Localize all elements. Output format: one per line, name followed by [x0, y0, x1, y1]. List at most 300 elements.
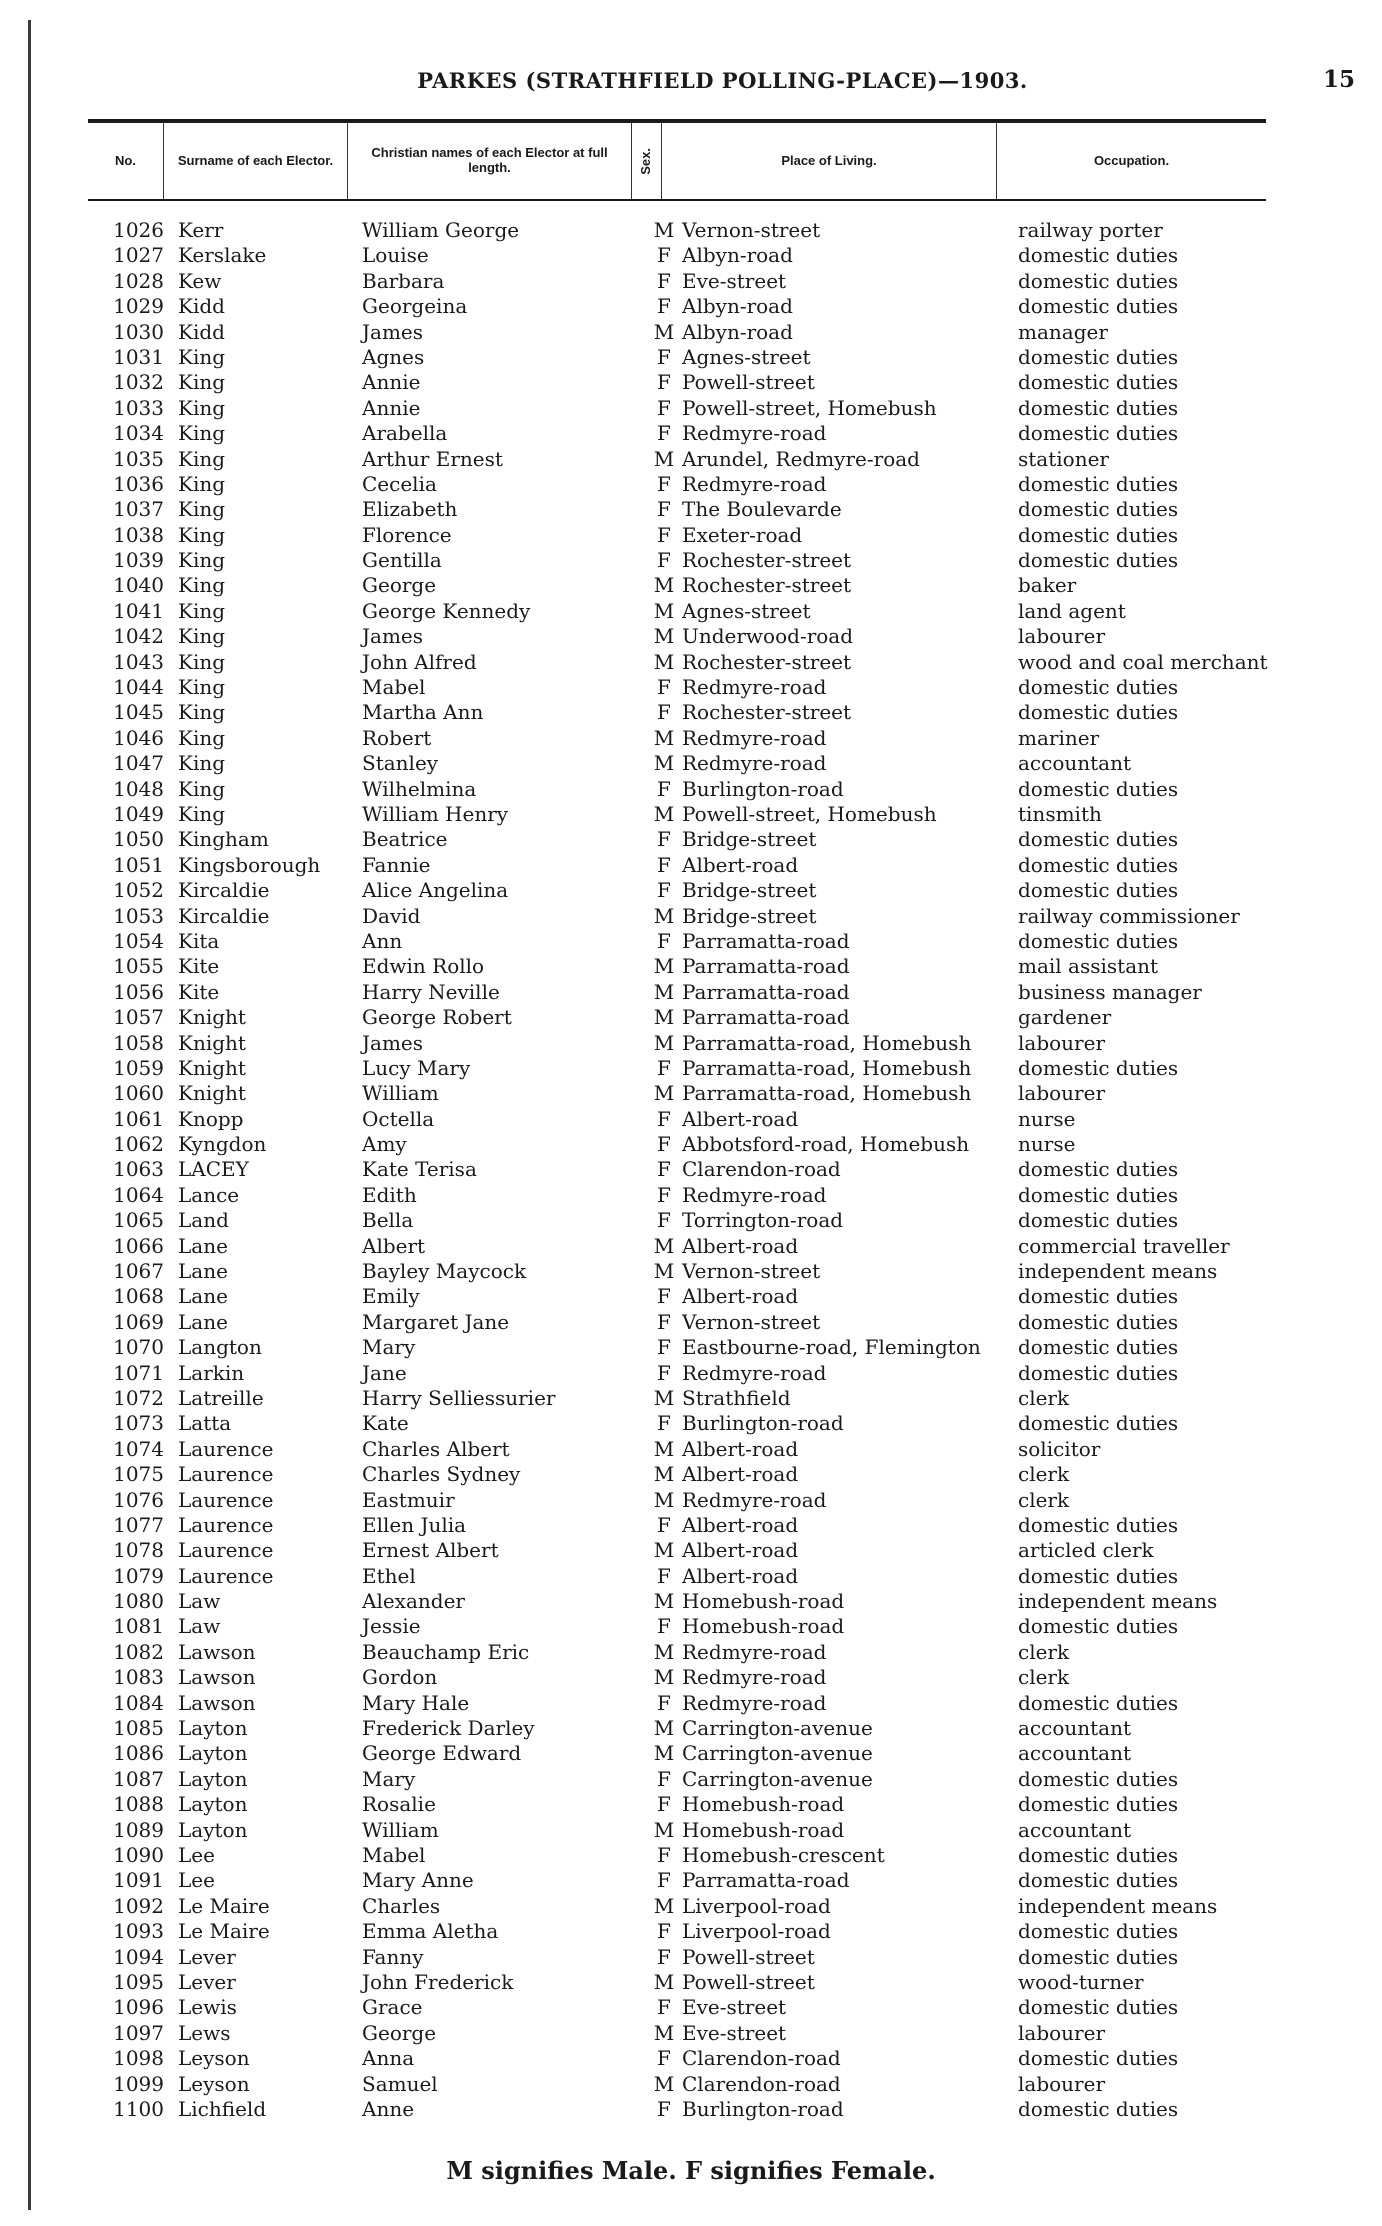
elector-place: Carrington-avenue	[682, 1716, 873, 1741]
elector-christian-names: James	[362, 1030, 424, 1055]
elector-occupation: mail assistant	[1018, 954, 1159, 979]
elector-occupation: domestic duties	[1018, 421, 1179, 446]
elector-sex: M	[653, 903, 675, 928]
elector-place: Powell-street, Homebush	[682, 395, 937, 420]
elector-occupation: baker	[1018, 573, 1077, 598]
elector-sex: F	[657, 2096, 671, 2121]
elector-place: Clarendon-road	[682, 1157, 841, 1182]
elector-sex: F	[657, 928, 671, 953]
table-row	[88, 2046, 1288, 2071]
elector-number: 1088	[113, 1792, 164, 1817]
elector-list	[88, 218, 1288, 2122]
elector-place: Underwood-road	[682, 624, 854, 649]
elector-sex: F	[657, 1309, 671, 1334]
footer-legend: M signifies Male. F signifies Female.	[446, 2156, 936, 2185]
table-row	[88, 1031, 1288, 1056]
elector-sex: M	[653, 801, 675, 826]
elector-christian-names: Cecelia	[362, 471, 437, 496]
elector-surname: King	[178, 446, 226, 471]
table-row	[88, 1183, 1288, 1208]
elector-surname: Kingham	[178, 827, 269, 852]
elector-occupation: commercial traveller	[1018, 1233, 1230, 1258]
elector-surname: Leyson	[178, 2071, 250, 2096]
elector-occupation: nurse	[1018, 1132, 1076, 1157]
table-row	[88, 447, 1288, 472]
elector-surname: Layton	[178, 1716, 248, 1741]
elector-surname: King	[178, 573, 226, 598]
elector-surname: King	[178, 649, 226, 674]
elector-christian-names: William	[362, 1817, 439, 1842]
table-row	[88, 396, 1288, 421]
elector-occupation: domestic duties	[1018, 548, 1179, 573]
table-row	[88, 904, 1288, 929]
page-title: PARKES (STRATHFIELD POLLING-PLACE)—1903.	[417, 68, 1028, 93]
elector-christian-names: Bella	[362, 1208, 414, 1233]
elector-place: Albert-road	[682, 1512, 799, 1537]
table-row	[88, 1411, 1288, 1436]
elector-number: 1091	[113, 1868, 164, 1893]
elector-occupation: independent means	[1018, 1893, 1218, 1918]
elector-christian-names: George Kennedy	[362, 598, 531, 623]
elector-christian-names: Lucy Mary	[362, 1055, 471, 1080]
elector-place: Vernon-street	[682, 1259, 821, 1284]
elector-sex: F	[657, 1284, 671, 1309]
elector-surname: Kyngdon	[178, 1132, 267, 1157]
table-row	[88, 370, 1288, 395]
elector-sex: M	[653, 598, 675, 623]
elector-surname: King	[178, 522, 226, 547]
table-row	[88, 1462, 1288, 1487]
elector-number: 1082	[113, 1639, 164, 1664]
elector-place: Vernon-street	[682, 218, 821, 242]
elector-christian-names: Albert	[362, 1233, 426, 1258]
elector-sex: M	[653, 1259, 675, 1284]
elector-surname: King	[178, 751, 226, 776]
elector-surname: Le Maire	[178, 1919, 270, 1944]
elector-christian-names: Beatrice	[362, 827, 448, 852]
elector-number: 1071	[113, 1360, 164, 1385]
elector-occupation: domestic duties	[1018, 1055, 1179, 1080]
elector-christian-names: Annie	[362, 395, 421, 420]
elector-occupation: domestic duties	[1018, 1766, 1179, 1791]
elector-number: 1056	[113, 979, 164, 1004]
elector-sex: F	[657, 421, 671, 446]
elector-occupation: domestic duties	[1018, 395, 1179, 420]
table-row	[88, 1386, 1288, 1411]
elector-sex: F	[657, 548, 671, 573]
elector-occupation: domestic duties	[1018, 344, 1179, 369]
elector-number: 1079	[113, 1563, 164, 1588]
elector-occupation: domestic duties	[1018, 878, 1179, 903]
elector-place: Albyn-road	[682, 294, 793, 319]
elector-sex: M	[653, 725, 675, 750]
elector-occupation: domestic duties	[1018, 268, 1179, 293]
elector-surname: Lane	[178, 1259, 228, 1284]
table-row	[88, 523, 1288, 548]
elector-number: 1036	[113, 471, 164, 496]
elector-number: 1073	[113, 1411, 164, 1436]
elector-place: Clarendon-road	[682, 2046, 841, 2071]
elector-surname: Layton	[178, 1741, 248, 1766]
elector-sex: F	[657, 1868, 671, 1893]
elector-sex: F	[657, 2046, 671, 2071]
column-header-surname: Surname of each Elector.	[164, 123, 348, 199]
elector-surname: King	[178, 700, 226, 725]
elector-surname: Kite	[178, 979, 220, 1004]
elector-sex: M	[653, 1716, 675, 1741]
elector-occupation: domestic duties	[1018, 1335, 1179, 1360]
elector-place: Parramatta-road	[682, 1868, 850, 1893]
elector-occupation: domestic duties	[1018, 675, 1179, 700]
elector-number: 1065	[113, 1208, 164, 1233]
elector-place: Albert-road	[682, 1563, 799, 1588]
elector-christian-names: Wilhelmina	[362, 776, 477, 801]
elector-surname: Knopp	[178, 1106, 244, 1131]
elector-place: Parramatta-road, Homebush	[682, 1055, 972, 1080]
table-row	[88, 802, 1288, 827]
elector-christian-names: Arthur Ernest	[362, 446, 503, 471]
elector-occupation: domestic duties	[1018, 497, 1179, 522]
elector-number: 1074	[113, 1436, 164, 1461]
elector-christian-names: Mary Hale	[362, 1690, 470, 1715]
elector-place: Albyn-road	[682, 243, 793, 268]
elector-surname: Lichfield	[178, 2096, 267, 2121]
elector-place: Parramatta-road	[682, 1005, 850, 1030]
elector-surname: Knight	[178, 1081, 246, 1106]
elector-place: Carrington-avenue	[682, 1741, 873, 1766]
elector-surname: Laurence	[178, 1462, 274, 1487]
elector-surname: Land	[178, 1208, 229, 1233]
elector-sex: F	[657, 1944, 671, 1969]
elector-sex: F	[657, 268, 671, 293]
elector-surname: Latreille	[178, 1385, 264, 1410]
elector-christian-names: Harry Selliessurier	[362, 1385, 556, 1410]
elector-occupation: domestic duties	[1018, 1843, 1179, 1867]
elector-sex: F	[657, 1766, 671, 1791]
elector-occupation: accountant	[1018, 751, 1132, 776]
elector-christian-names: Margaret Jane	[362, 1309, 510, 1334]
elector-sex: F	[657, 471, 671, 496]
page-header	[90, 62, 1355, 102]
elector-surname: Kerr	[178, 218, 224, 242]
elector-number: 1094	[113, 1944, 164, 1969]
elector-number: 1100	[113, 2096, 164, 2121]
elector-christian-names: Rosalie	[362, 1792, 436, 1817]
elector-place: Albert-road	[682, 1233, 799, 1258]
table-row	[88, 650, 1288, 675]
elector-occupation: domestic duties	[1018, 294, 1179, 319]
elector-surname: King	[178, 497, 226, 522]
elector-sex: F	[657, 1563, 671, 1588]
elector-occupation: independent means	[1018, 1259, 1218, 1284]
elector-surname: Leyson	[178, 2046, 250, 2071]
elector-surname: Knight	[178, 1005, 246, 1030]
elector-surname: Kircaldie	[178, 903, 270, 928]
elector-sex: F	[657, 852, 671, 877]
elector-place: Parramatta-road	[682, 954, 850, 979]
table-row	[88, 726, 1288, 751]
elector-christian-names: Florence	[362, 522, 452, 547]
elector-place: Liverpool-road	[682, 1919, 831, 1944]
elector-sex: F	[657, 776, 671, 801]
table-row	[88, 827, 1288, 852]
elector-place: Powell-street	[682, 1944, 815, 1969]
table-row	[88, 269, 1288, 294]
elector-number: 1047	[113, 751, 164, 776]
elector-sex: M	[653, 1436, 675, 1461]
table-row	[88, 1310, 1288, 1335]
elector-surname: Laurence	[178, 1487, 274, 1512]
elector-christian-names: Elizabeth	[362, 497, 458, 522]
elector-place: Parramatta-road	[682, 928, 850, 953]
elector-place: Albert-road	[682, 852, 799, 877]
elector-occupation: labourer	[1018, 1081, 1106, 1106]
elector-place: Liverpool-road	[682, 1893, 831, 1918]
elector-number: 1059	[113, 1055, 164, 1080]
elector-place: Agnes-street	[682, 344, 811, 369]
elector-surname: King	[178, 801, 226, 826]
elector-occupation: stationer	[1018, 446, 1109, 471]
elector-christian-names: Mabel	[362, 1843, 426, 1867]
elector-sex: F	[657, 1157, 671, 1182]
elector-number: 1032	[113, 370, 164, 395]
elector-place: Rochester-street	[682, 700, 852, 725]
elector-christian-names: William	[362, 1081, 439, 1106]
elector-number: 1040	[113, 573, 164, 598]
elector-christian-names: John Frederick	[362, 1969, 514, 1994]
elector-place: Homebush-crescent	[682, 1843, 885, 1867]
elector-number: 1087	[113, 1766, 164, 1791]
elector-number: 1081	[113, 1614, 164, 1639]
elector-sex: F	[657, 344, 671, 369]
elector-surname: Lane	[178, 1309, 228, 1334]
elector-surname: Lewis	[178, 1995, 237, 2020]
elector-christian-names: Edwin Rollo	[362, 954, 485, 979]
elector-number: 1053	[113, 903, 164, 928]
elector-place: Arundel, Redmyre-road	[682, 446, 920, 471]
elector-place: Redmyre-road	[682, 421, 827, 446]
elector-sex: M	[653, 1969, 675, 1994]
elector-sex: M	[653, 2020, 675, 2045]
table-row	[88, 1056, 1288, 1081]
elector-christian-names: Frederick Darley	[362, 1716, 535, 1741]
elector-surname: Law	[178, 1614, 221, 1639]
elector-christian-names: William Henry	[362, 801, 509, 826]
table-row	[88, 2021, 1288, 2046]
elector-christian-names: Ernest Albert	[362, 1538, 499, 1563]
elector-occupation: domestic duties	[1018, 522, 1179, 547]
table-row	[88, 243, 1288, 268]
elector-place: Burlington-road	[682, 1411, 844, 1436]
elector-occupation: domestic duties	[1018, 1411, 1179, 1436]
elector-number: 1055	[113, 954, 164, 979]
elector-surname: King	[178, 675, 226, 700]
elector-christian-names: George	[362, 573, 437, 598]
elector-place: Albert-road	[682, 1462, 799, 1487]
elector-sex: M	[653, 954, 675, 979]
elector-surname: King	[178, 776, 226, 801]
elector-surname: King	[178, 548, 226, 573]
elector-number: 1097	[113, 2020, 164, 2045]
table-row	[88, 1234, 1288, 1259]
elector-christian-names: Ellen Julia	[362, 1512, 467, 1537]
elector-sex: M	[653, 573, 675, 598]
table-row	[88, 1513, 1288, 1538]
elector-occupation: labourer	[1018, 624, 1106, 649]
elector-place: Vernon-street	[682, 1309, 821, 1334]
elector-christian-names: Fanny	[362, 1944, 424, 1969]
table-row	[88, 472, 1288, 497]
elector-number: 1049	[113, 801, 164, 826]
elector-number: 1085	[113, 1716, 164, 1741]
elector-place: Albert-road	[682, 1436, 799, 1461]
elector-sex: F	[657, 1411, 671, 1436]
elector-surname: Kidd	[178, 319, 225, 344]
elector-number: 1090	[113, 1843, 164, 1867]
elector-christian-names: Bayley Maycock	[362, 1259, 527, 1284]
table-row	[88, 777, 1288, 802]
elector-place: Redmyre-road	[682, 1690, 827, 1715]
elector-surname: Layton	[178, 1766, 248, 1791]
elector-christian-names: Amy	[362, 1132, 407, 1157]
elector-occupation: land agent	[1018, 598, 1126, 623]
table-row	[88, 929, 1288, 954]
elector-occupation: domestic duties	[1018, 1919, 1179, 1944]
elector-number: 1057	[113, 1005, 164, 1030]
elector-occupation: clerk	[1018, 1385, 1070, 1410]
elector-place: Carrington-avenue	[682, 1766, 873, 1791]
elector-place: Eve-street	[682, 1995, 787, 2020]
elector-number: 1075	[113, 1462, 164, 1487]
elector-christian-names: Arabella	[362, 421, 448, 446]
elector-occupation: domestic duties	[1018, 1512, 1179, 1537]
page-edge-rule	[28, 20, 31, 2210]
elector-place: Rochester-street	[682, 573, 852, 598]
elector-number: 1039	[113, 548, 164, 573]
elector-place: Eve-street	[682, 268, 787, 293]
elector-occupation: domestic duties	[1018, 1360, 1179, 1385]
elector-sex: M	[653, 649, 675, 674]
elector-sex: F	[657, 1182, 671, 1207]
elector-occupation: wood-turner	[1018, 1969, 1144, 1994]
elector-surname: Lever	[178, 1969, 236, 1994]
table-row	[88, 1132, 1288, 1157]
table-row	[88, 1107, 1288, 1132]
elector-christian-names: James	[362, 319, 424, 344]
elector-occupation: clerk	[1018, 1639, 1070, 1664]
elector-number: 1041	[113, 598, 164, 623]
table-row	[88, 1843, 1288, 1868]
elector-christian-names: Eastmuir	[362, 1487, 455, 1512]
elector-sex: F	[657, 1360, 671, 1385]
elector-sex: F	[657, 1919, 671, 1944]
elector-place: Eastbourne-road, Flemington	[682, 1335, 981, 1360]
elector-surname: Laurence	[178, 1512, 274, 1537]
elector-christian-names: George	[362, 2020, 437, 2045]
elector-sex: F	[657, 1335, 671, 1360]
elector-surname: King	[178, 344, 226, 369]
elector-christian-names: Jane	[362, 1360, 407, 1385]
elector-christian-names: Samuel	[362, 2071, 438, 2096]
elector-surname: Langton	[178, 1335, 262, 1360]
elector-occupation: nurse	[1018, 1106, 1076, 1131]
elector-christian-names: Fannie	[362, 852, 431, 877]
elector-christian-names: Kate Terisa	[362, 1157, 477, 1182]
elector-occupation: domestic duties	[1018, 1563, 1179, 1588]
elector-christian-names: Robert	[362, 725, 432, 750]
elector-place: Bridge-street	[682, 903, 817, 928]
elector-number: 1084	[113, 1690, 164, 1715]
elector-christian-names: Stanley	[362, 751, 439, 776]
table-row	[88, 1716, 1288, 1741]
elector-number: 1067	[113, 1259, 164, 1284]
elector-surname: Lane	[178, 1284, 228, 1309]
elector-sex: M	[653, 1665, 675, 1690]
elector-christian-names: Ann	[362, 928, 403, 953]
elector-sex: M	[653, 1893, 675, 1918]
table-row	[88, 294, 1288, 319]
elector-christian-names: Mary	[362, 1335, 416, 1360]
table-row	[88, 1919, 1288, 1944]
elector-place: Rochester-street	[682, 548, 852, 573]
elector-christian-names: Gordon	[362, 1665, 438, 1690]
elector-christian-names: Agnes	[362, 344, 425, 369]
elector-sex: M	[653, 1030, 675, 1055]
table-row	[88, 1691, 1288, 1716]
elector-place: Bridge-street	[682, 827, 817, 852]
table-row	[88, 700, 1288, 725]
elector-place: Exeter-road	[682, 522, 803, 547]
elector-occupation: business manager	[1018, 979, 1202, 1004]
elector-sex: M	[653, 1741, 675, 1766]
table-row	[88, 1767, 1288, 1792]
elector-number: 1076	[113, 1487, 164, 1512]
elector-place: Homebush-road	[682, 1792, 845, 1817]
elector-number: 1069	[113, 1309, 164, 1334]
elector-surname: Kerslake	[178, 243, 267, 268]
elector-place: Torrington-road	[682, 1208, 844, 1233]
elector-surname: Lane	[178, 1233, 228, 1258]
elector-occupation: domestic duties	[1018, 700, 1179, 725]
elector-surname: Lawson	[178, 1639, 256, 1664]
elector-christian-names: Barbara	[362, 268, 445, 293]
elector-christian-names: Ethel	[362, 1563, 416, 1588]
elector-number: 1092	[113, 1893, 164, 1918]
elector-surname: Lever	[178, 1944, 236, 1969]
elector-surname: Kita	[178, 928, 220, 953]
elector-number: 1046	[113, 725, 164, 750]
elector-occupation: domestic duties	[1018, 243, 1179, 268]
elector-christian-names: Anne	[362, 2096, 415, 2121]
elector-sex: F	[657, 878, 671, 903]
column-header-occupation: Occupation.	[1093, 152, 1170, 168]
elector-occupation: domestic duties	[1018, 928, 1179, 953]
elector-sex: F	[657, 497, 671, 522]
elector-surname: King	[178, 598, 226, 623]
elector-number: 1060	[113, 1081, 164, 1106]
elector-number: 1086	[113, 1741, 164, 1766]
elector-place: The Boulevarde	[682, 497, 842, 522]
elector-place: Redmyre-road	[682, 725, 827, 750]
elector-surname: Le Maire	[178, 1893, 270, 1918]
elector-occupation: domestic duties	[1018, 2096, 1179, 2121]
table-row	[88, 1894, 1288, 1919]
elector-sex: F	[657, 395, 671, 420]
elector-surname: Lee	[178, 1843, 215, 1867]
elector-surname: Layton	[178, 1792, 248, 1817]
elector-sex: F	[657, 1055, 671, 1080]
table-row	[88, 1005, 1288, 1030]
